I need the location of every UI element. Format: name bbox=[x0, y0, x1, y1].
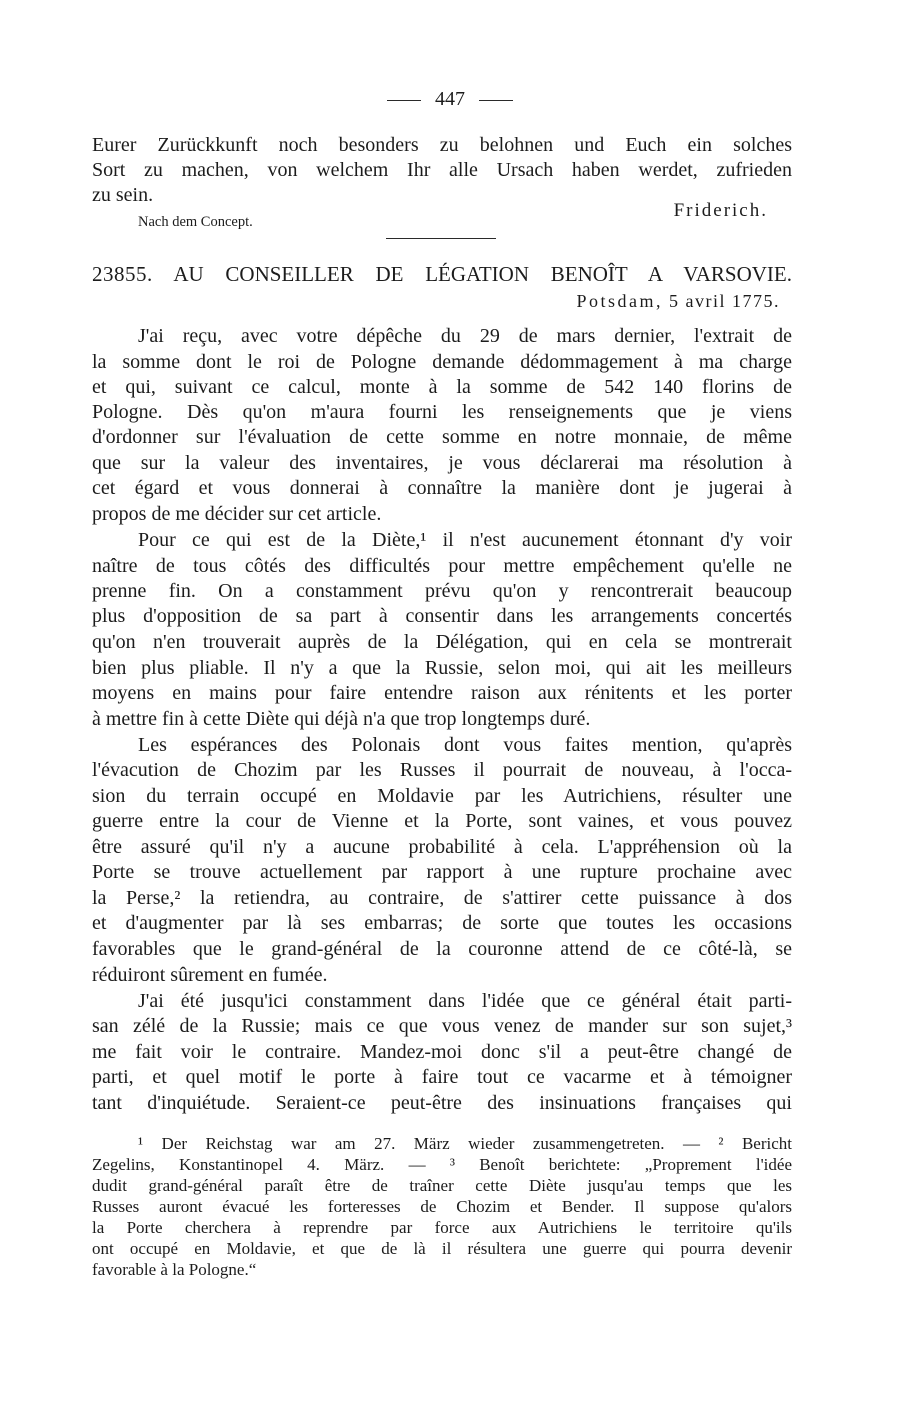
body-line: plus d'opposition de sa part à consentir dans les arrangements concertés bbox=[92, 605, 792, 627]
footnote-line: favorable à la Pologne.“ bbox=[92, 1260, 257, 1279]
footnote-line: Russes auront évacué les forteresses de Chozim et Bender. Il suppose qu'alors bbox=[92, 1197, 792, 1216]
page-number-right-rule bbox=[479, 100, 513, 101]
body-line: réduiront sûrement en fumée. bbox=[92, 964, 328, 986]
body-line: d'ordonner sur l'évaluation de cette somme en notre monnaie, de même bbox=[92, 426, 792, 448]
body-line: san zélé de la Russie; mais ce que vous venez de mander sur son sujet,³ bbox=[92, 1015, 792, 1037]
page-number bbox=[0, 88, 900, 111]
footnote-line: ont occupé en Moldavie, et que de là il résultera une guerre qui pourra devenir bbox=[92, 1239, 792, 1258]
footnote-line: ¹ Der Reichstag war am 27. März wieder zusammengetreten. — ² Bericht bbox=[138, 1134, 792, 1153]
section-divider bbox=[386, 238, 496, 239]
body-line: prenne fin. On a constamment prévu qu'on y rencontrerait beaucoup bbox=[92, 580, 792, 602]
body-line: J'ai reçu, avec votre dépêche du 29 de mars dernier, l'extrait de bbox=[138, 325, 792, 347]
body-line: Les espérances des Polonais dont vous faites mention, qu'après bbox=[138, 734, 792, 756]
body-line: propos de me décider sur cet article. bbox=[92, 503, 382, 525]
dateline-place: Potsdam, bbox=[576, 291, 663, 311]
page-number-text: 447 bbox=[435, 88, 465, 110]
letter-title: AU CONSEILLER DE LÉGATION BENOÎT A VARSOVIE. bbox=[173, 262, 792, 286]
body-line: et qui, suivant ce calcul, monte à la somme de 542 140 florins de bbox=[92, 376, 792, 398]
letter-heading bbox=[92, 262, 792, 287]
source-note: Nach dem Concept. bbox=[138, 214, 253, 230]
body-line: que sur la valeur des inventaires, je vous déclarerai ma résolution à bbox=[92, 452, 792, 474]
body-line: la Perse,² la retiendra, au contraire, de s'attirer cette puissance à dos bbox=[92, 887, 792, 909]
body-line: favorables que le grand-général de la couronne attend de ce côté-là, se bbox=[92, 938, 792, 960]
body-line: être assuré qu'il n'y a aucune probabilité à cela. L'appréhension où la bbox=[92, 836, 792, 858]
body-line: parti, et quel motif le porte à faire tout ce vacarme et à témoigner bbox=[92, 1066, 792, 1088]
body-line: moyens en mains pour faire entendre raison aux rénitents et les porter bbox=[92, 682, 792, 704]
body-line: à mettre fin à cette Diète qui déjà n'a que trop longtemps duré. bbox=[92, 708, 591, 730]
body-line: me fait voir le contraire. Mandez-moi donc s'il a peut-être changé de bbox=[92, 1041, 792, 1063]
body-line: bien plus pliable. Il n'y a que la Russie, selon moi, qui ait les meilleurs bbox=[92, 657, 792, 679]
body-line: Pologne. Dès qu'on m'aura fourni les renseignements que je viens bbox=[92, 401, 792, 423]
letter-number: 23855. bbox=[92, 262, 153, 286]
body-line: naître de tous côtés des difficultés pour mettre empêchement qu'elle ne bbox=[92, 555, 792, 577]
page-number-left-rule bbox=[387, 100, 421, 101]
body-line: tant d'inquiétude. Seraient-ce peut-être des insinuations françaises qui bbox=[92, 1092, 792, 1114]
carryover-line: Sort zu machen, von welchem Ihr alle Ursach haben werdet, zufrieden bbox=[92, 159, 792, 181]
body-line: J'ai été jusqu'ici constamment dans l'idée que ce général était parti- bbox=[138, 990, 792, 1012]
footnote-line: dudit grand-général paraît être de traîner cette Diète jusqu'au temps que les bbox=[92, 1176, 792, 1195]
body-line: sion du terrain occupé en Moldavie par les Autrichiens, résulter une bbox=[92, 785, 792, 807]
body-line: cet égard et vous donnerai à connaître la manière dont je jugerai à bbox=[92, 477, 792, 499]
body-line: et d'augmenter par là ses embarras; de sorte que toutes les occasions bbox=[92, 912, 792, 934]
carryover-line: Eurer Zurückkunft noch besonders zu belohnen und Euch ein solches bbox=[92, 134, 792, 156]
footnote-line: Zegelins, Konstantinopel 4. März. — ³ Benoît berichtete: „Proprement l'idée bbox=[92, 1155, 792, 1174]
body-line: Pour ce qui est de la Diète,¹ il n'est aucunement étonnant d'y voir bbox=[138, 529, 792, 551]
signature: Friderich. bbox=[673, 200, 768, 221]
body-line: qu'on n'en trouverait auprès de la Délégation, qui en cela se montrerait bbox=[92, 631, 792, 653]
footnote-line: la Porte cherchera à reprendre par force aux Autrichiens le territoire qu'ils bbox=[92, 1218, 792, 1237]
body-line: la somme dont le roi de Pologne demande dédommagement à ma charge bbox=[92, 351, 792, 373]
carryover-line: zu sein. bbox=[92, 184, 154, 206]
dateline bbox=[576, 291, 780, 312]
body-line: guerre entre la cour de Vienne et la Porte, sont vaines, et vous pouvez bbox=[92, 810, 792, 832]
dateline-date: 5 avril 1775. bbox=[669, 291, 780, 311]
body-line: l'évacution de Chozim par les Russes il pourrait de nouveau, à l'occa- bbox=[92, 759, 792, 781]
body-line: Porte se trouve actuellement par rapport à une rupture prochaine avec bbox=[92, 861, 792, 883]
